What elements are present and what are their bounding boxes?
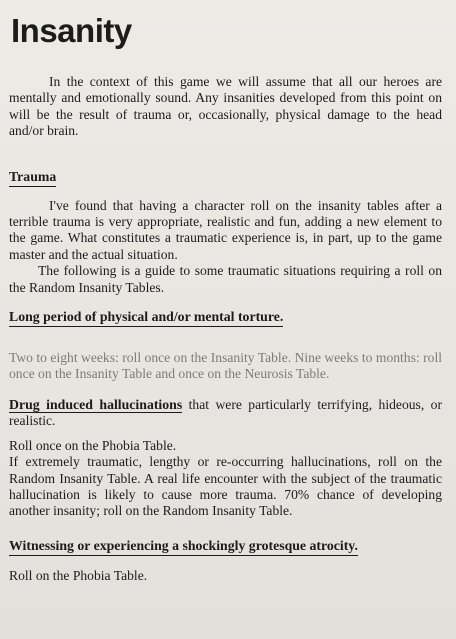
page-title: Insanity bbox=[11, 12, 132, 49]
drug-heading-row bbox=[9, 397, 442, 430]
atrocity-heading: Witnessing or experiencing a shockingly grotesque atrocity. bbox=[9, 538, 358, 556]
drug-phobia-line: Roll once on the Phobia Table. bbox=[9, 437, 177, 453]
intro-paragraph: In the context of this game we will assume that all our heroes are mentally and emotionally sound. Any insanities developed from this point on will be the result of trauma or, occasionally, physical damage to the head and/or brain. bbox=[9, 74, 442, 139]
trauma-guide-paragraph: The following is a guide to some traumatic situations requiring a roll on the Random Insanity Tables. bbox=[9, 263, 442, 295]
trauma-heading: Trauma bbox=[9, 169, 56, 187]
torture-heading: Long period of physical and/or mental torture. bbox=[9, 309, 283, 327]
torture-text: Two to eight weeks: roll once on the Insanity Table. Nine weeks to months: roll once on the Insanity Table and once on the Neurosis Table. bbox=[9, 350, 442, 382]
atrocity-text: Roll on the Phobia Table. bbox=[9, 567, 148, 583]
torture-heading-row bbox=[9, 308, 442, 327]
trauma-heading-row bbox=[9, 168, 442, 187]
trauma-paragraph: I've found that having a character roll on the insanity tables after a terrible trauma is very appropriate, realistic and fun, adding a new element to the game. What constitutes a traumatic experience is, in part, up to the game master and the actual situation. bbox=[9, 197, 442, 262]
drug-heading-rest: that were particularly terrifying, hideous, or realistic. bbox=[9, 396, 442, 429]
atrocity-heading-row bbox=[9, 537, 442, 556]
drug-detail-paragraph: If extremely traumatic, lengthy or re-occurring hallucinations, roll on the Random Insanity Table. A real life encounter with the subject of the traumatic hallucination is likely to cause more trauma. 70% chance of developing another insanity; roll on the Random Insanity Table. bbox=[9, 454, 442, 519]
drug-heading: Drug induced hallucinations bbox=[9, 396, 183, 412]
